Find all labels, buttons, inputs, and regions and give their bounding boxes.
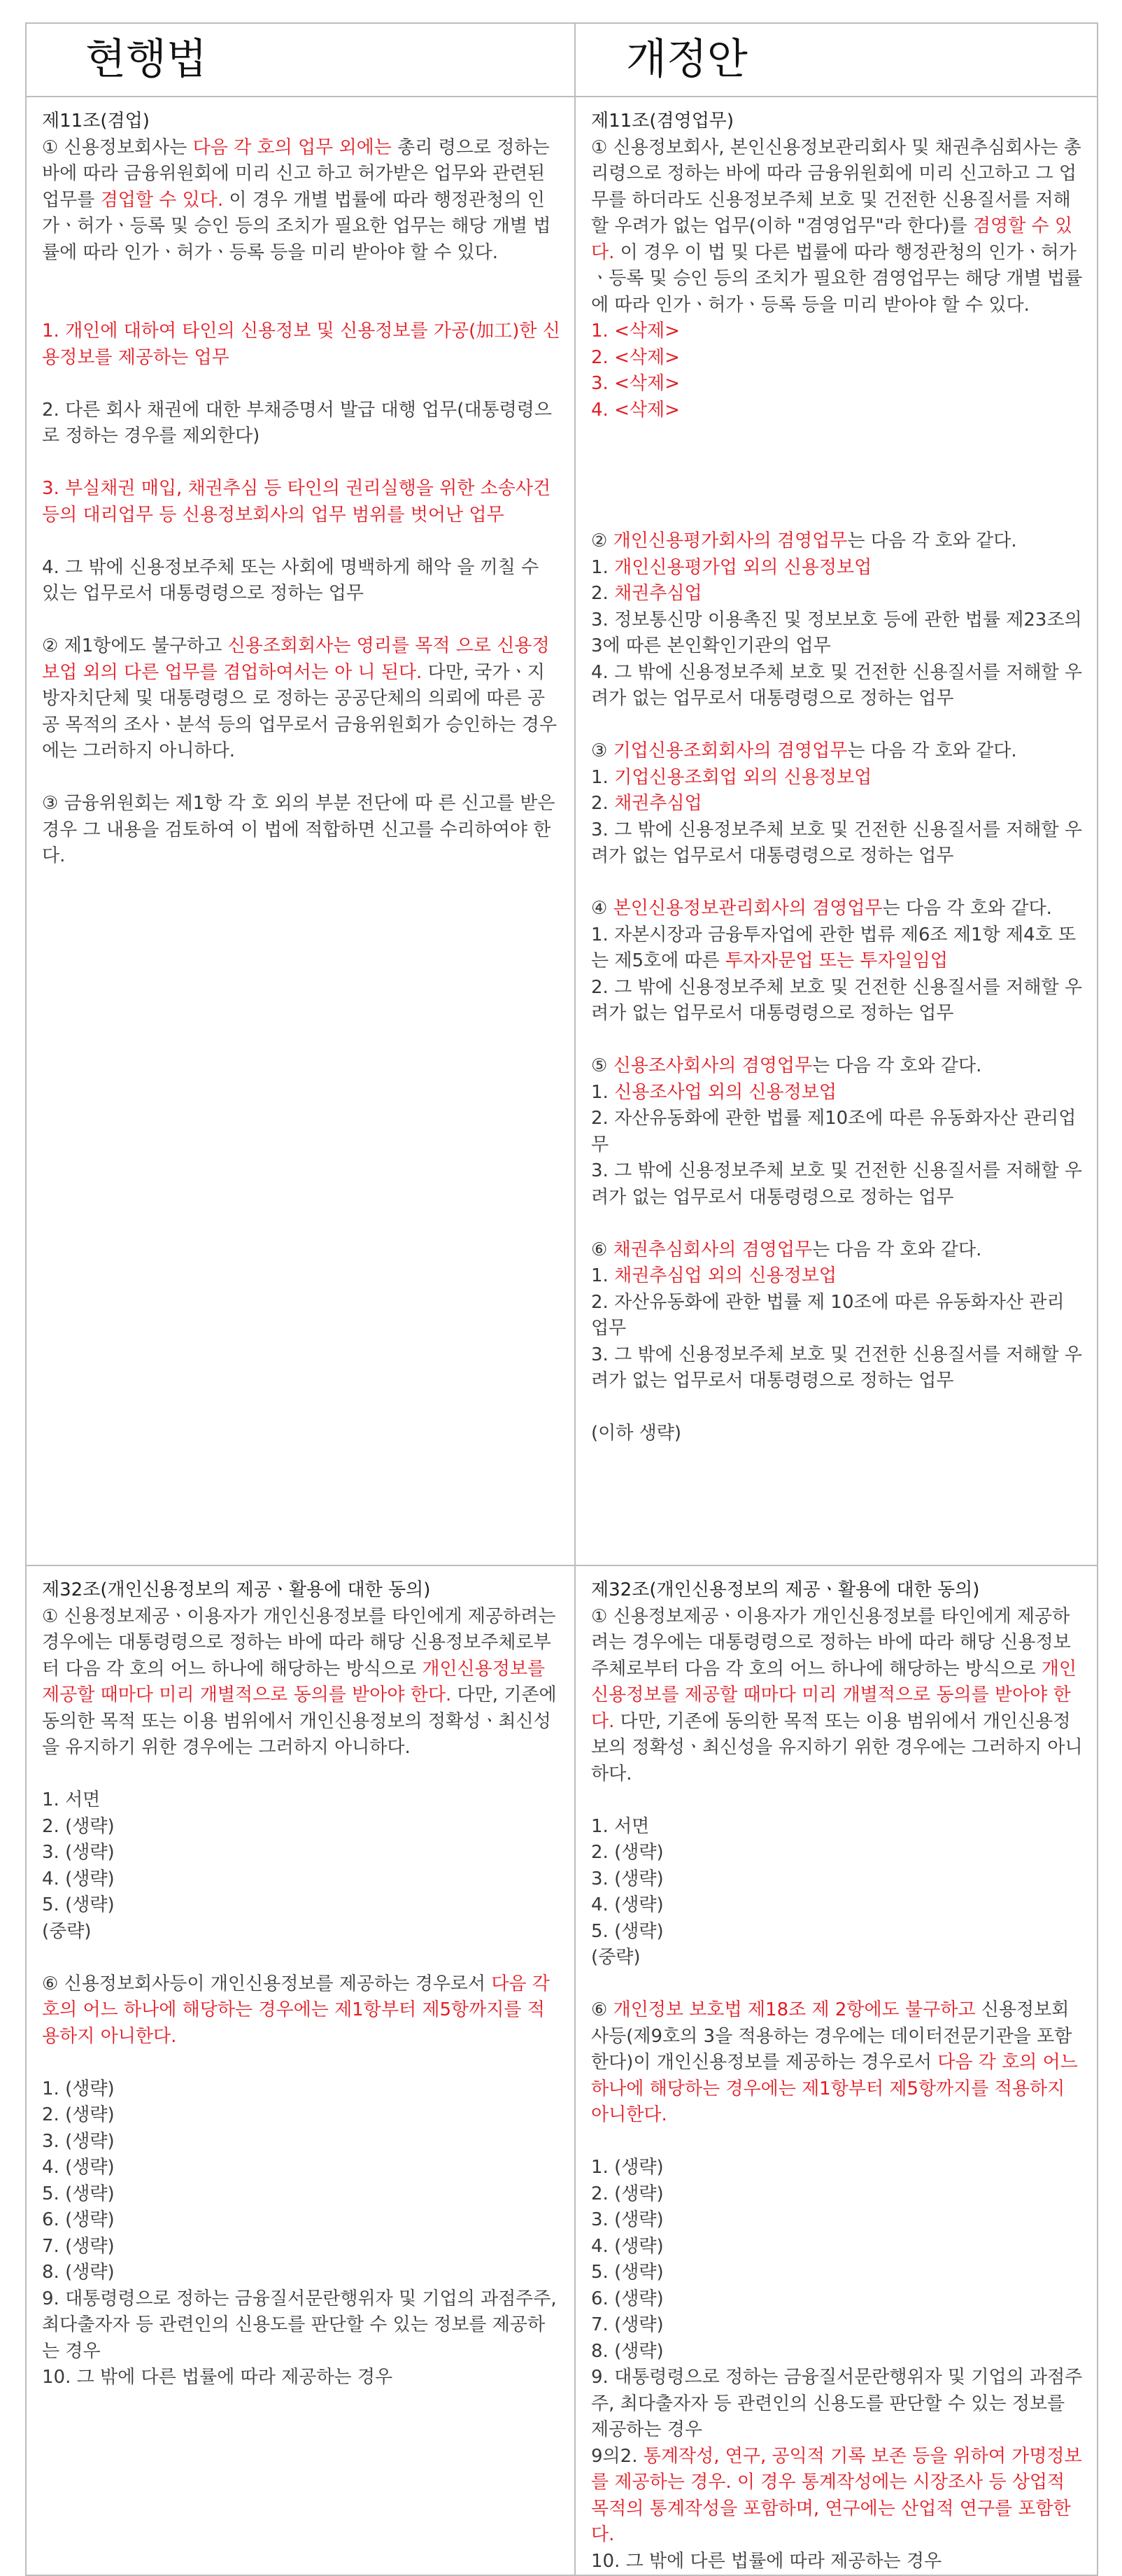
blank-line — [42, 293, 562, 319]
text-span: ② — [591, 530, 613, 551]
amended-highlight-text: 겸영할 수 있다. — [591, 216, 1073, 263]
text-span: 1. 서면 — [591, 1815, 650, 1837]
text-span: ④ — [591, 898, 613, 919]
text-span: 2. (생략) — [42, 1815, 115, 1837]
text-span: (중략) — [42, 1920, 92, 1942]
paragraph — [591, 1997, 1084, 2129]
amended-highlight-text: 통계작성, 연구, 공익적 기록 보존 등을 위하여 가명정보를 제공하는 경우. 이 경우 통계작성에는 시장조사 등 상업적 목적의 통계작성을 포함하며, 연구에는 산업적 연구를 포함한다. — [591, 2445, 1082, 2545]
amended-highlight-text: 1. 개인에 대하여 타인의 신용정보 및 신용정보를 가공(加工)한 신용정보를 제공하는 업무 — [42, 321, 560, 368]
paragraph — [591, 922, 1084, 975]
text-span: ⑤ — [591, 1055, 613, 1076]
paragraph — [591, 1814, 1084, 1840]
blank-line — [591, 712, 1084, 739]
article-title — [591, 108, 1084, 135]
text-span: ③ — [591, 740, 613, 761]
paragraph — [591, 581, 1084, 607]
text-span: 2. (생략) — [591, 2183, 664, 2204]
text-span: 9. 대통령령으로 정하는 금융질서문란행위자 및 기업의 과점주주, 최다출자자 등 관련인의 신용도를 판단할 수 있는 정보를 제공하는 경우 — [591, 2367, 1083, 2440]
amended-highlight-text: 투자자문업 또는 투자일임업 — [725, 950, 948, 971]
text-span: 다만, 기존에 동의한 목적 또는 이용 범위에서 개인신용정보의 정확성ㆍ최신성을 유지하기 위한 경우에는 그러하지 아니하다. — [591, 1710, 1083, 1785]
amended-highlight-text: 다음 각 호의 어느 하나에 해당하는 경우에는 제1항부터 제5항까지를 적용하지 아니한다. — [591, 2052, 1078, 2125]
text-span: ① 신용정보제공ㆍ이용자가 개인신용정보를 타인에게 제공하려는 경우에는 대통령령으로 정하는 바에 따라 해당 신용정보주체로부터 다음 각 호의 어느 하나에 해당하는 방식으로 — [591, 1605, 1071, 1680]
text-span: 2. 다른 회사 채권에 대한 부채증명서 발급 대행 업무(대통령령으로 정하는 경우를 제외한다) — [42, 399, 552, 446]
amended-highlight-text: 겸업할 수 있다. — [100, 189, 224, 211]
header-current-law: 현행법 — [85, 35, 207, 84]
paragraph — [591, 1263, 1084, 1290]
blank-line — [42, 528, 562, 555]
paragraph — [591, 345, 1084, 372]
text-span: 5. (생략) — [42, 2183, 115, 2204]
text-span: 제11조(겸업) — [42, 111, 150, 132]
paragraph — [591, 2444, 1084, 2549]
paragraph — [591, 1080, 1084, 1106]
blank-line — [591, 2129, 1084, 2155]
text-span: 는 다음 각 호와 같다. — [812, 1239, 982, 1260]
paragraph — [591, 2207, 1084, 2234]
paragraph — [42, 1919, 562, 1945]
paragraph — [42, 476, 562, 528]
text-span: 는 다음 각 호와 같다. — [847, 530, 1017, 551]
paragraph — [42, 2129, 562, 2155]
text-span: 3. 그 밖에 신용정보주체 보호 및 건전한 신용질서를 저해할 우려가 없는 업무로서 대통령령으로 정하는 업무 — [591, 819, 1082, 866]
amended-highlight-text: 다음 각 호의 어느 하나에 해당하는 경우에는 제1항부터 제5항까지를 적용하지 아니한다. — [42, 1973, 550, 2047]
blank-line — [591, 423, 1084, 450]
text-span: 9의2. — [591, 2445, 644, 2467]
text-span: 3. (생략) — [591, 1868, 664, 1889]
amended-highlight-text: 3. 부실채권 매입, 채권추심 등 타인의 권리실행을 위한 소송사건 등의 대리업무 등 신용정보회사의 업무 범위를 벗어난 업무 — [42, 478, 551, 526]
blank-line — [42, 371, 562, 397]
paragraph — [591, 2181, 1084, 2208]
paragraph — [42, 1604, 562, 1761]
header-row — [26, 23, 1098, 97]
article-32-row — [26, 1565, 1098, 2575]
paragraph — [42, 2181, 562, 2208]
paragraph — [42, 318, 562, 371]
paragraph — [42, 2102, 562, 2129]
paragraph — [591, 1866, 1084, 1893]
paragraph — [591, 1945, 1084, 1971]
article-11-amended-cell — [575, 97, 1098, 1565]
text-span: 4. (생략) — [42, 2157, 115, 2178]
paragraph — [42, 2155, 562, 2181]
amended-highlight-text: 신용조사회사의 겸영업무 — [613, 1055, 813, 1076]
text-span: ③ 금융위원회는 제1항 각 호 외의 부분 전단에 따 른 신고를 받은 경우 그 내용을 검토하여 이 법에 적합하면 신고를 수리하여야 한다. — [42, 793, 555, 866]
paragraph — [42, 2076, 562, 2103]
article-11-amended-text — [576, 97, 1097, 1447]
paragraph — [591, 660, 1084, 712]
paragraph — [591, 975, 1084, 1027]
text-span: ② 제1항에도 불구하고 — [42, 635, 228, 656]
amended-highlight-text: 개인신용정보를 제공할 때마다 미리 개별적으로 동의를 받아야 한다. — [42, 1658, 546, 1705]
amended-highlight-text: 다음 각 호의 업무 외에는 — [192, 136, 392, 158]
text-span: 총리 령으로 정하는 바에 따라 금융위원회에 미리 신고 하고 허가받은 업무와 관련된 업무를 — [42, 136, 550, 211]
amended-highlight-text: 기업신용조회회사의 겸영업무 — [613, 740, 848, 761]
paragraph — [42, 1892, 562, 1919]
amended-highlight-text: 본인신용정보관리회사의 겸영업무 — [613, 898, 883, 919]
amended-highlight-text: 개인정보 보호법 제18조 제 2항에도 불구하고 — [613, 1999, 976, 2020]
blank-line — [591, 1787, 1084, 1814]
paragraph — [591, 791, 1084, 817]
amended-highlight-text: 채권추심업 — [614, 583, 702, 604]
article-11-current-text — [27, 97, 574, 870]
paragraph — [591, 2365, 1084, 2444]
paragraph — [591, 1840, 1084, 1866]
text-span: 4. 그 밖에 신용정보주체 보호 및 건전한 신용질서를 저해할 우려가 없는 업무로서 대통령령으로 정하는 업무 — [591, 661, 1082, 709]
paragraph — [591, 765, 1084, 791]
paragraph — [42, 2234, 562, 2260]
amended-highlight-text: 신용조회회사는 영리를 목적 으로 신용정보업 외의 다른 업무를 겸업하여서는 아 니 된다. — [42, 635, 550, 683]
text-span: 5. (생략) — [591, 2262, 664, 2283]
article-32-amended-cell — [575, 1565, 1098, 2575]
text-span: 2. — [591, 793, 615, 814]
text-span: 3. 그 밖에 신용정보주체 보호 및 건전한 신용질서를 저해할 우려가 없는 업무로서 대통령령으로 정하는 업무 — [591, 1160, 1082, 1208]
text-span: 는 다음 각 호와 같다. — [812, 1055, 982, 1076]
text-span: 4. 그 밖에 신용정보주체 또는 사회에 명백하게 해악 을 끼칠 수 있는 업무로서 대통령령으로 정하는 업무 — [42, 556, 539, 604]
text-span: 4. (생략) — [591, 2235, 664, 2257]
amended-highlight-text: 개인신용평가회사의 겸영업무 — [613, 530, 848, 551]
paragraph — [591, 2339, 1084, 2365]
blank-line — [42, 1761, 562, 1788]
paragraph — [42, 2286, 562, 2365]
text-span: ① 신용정보회사는 — [42, 136, 193, 158]
amended-highlight-text: 채권추심업 외의 신용정보업 — [614, 1265, 837, 1286]
paragraph — [42, 2207, 562, 2234]
text-span: 1. — [591, 556, 615, 578]
blank-line — [591, 870, 1084, 896]
paragraph — [42, 555, 562, 607]
text-span: 신용정보회사등(제9호의 3을 적용하는 경우에는 데이터전문기관을 포함한다)이 개인신용정보를 제공하는 경우로서 — [591, 1999, 1072, 2073]
blank-line — [591, 476, 1084, 502]
paragraph — [591, 2260, 1084, 2286]
text-span: 다만, 국가ㆍ지방자치단체 및 대통령령으 로 정하는 공공단체의 의뢰에 따른 공공 목적의 조사ㆍ분석 등의 업무로서 금융위원회가 승인하는 경우 에는 그러하지 아니하다. — [42, 661, 557, 761]
blank-line — [42, 266, 562, 293]
text-span: 이 경우 개별 법률에 따라 행정관청의 인가ㆍ허가ㆍ등록 및 승인 등의 조치가 필요한 업무는 해당 개별 법률에 따라 인가ㆍ허가ㆍ등록 등을 미리 받아야 할 수 있다. — [42, 189, 551, 263]
article-11-row — [26, 97, 1098, 1565]
amended-highlight-text: 2. <삭제> — [591, 346, 680, 368]
paragraph — [591, 2286, 1084, 2313]
blank-line — [42, 2050, 562, 2076]
paragraph — [591, 1892, 1084, 1919]
header-amended-law: 개정안 — [626, 35, 748, 84]
paragraph — [591, 896, 1084, 922]
text-span: 1. (생략) — [42, 2078, 115, 2099]
text-span: 2. — [591, 583, 615, 604]
text-span: 7. (생략) — [591, 2314, 664, 2335]
text-span: 제11조(겸영업무) — [591, 111, 734, 132]
article-11-current-cell — [26, 97, 575, 1565]
text-span: 2. 자산유동화에 관한 법률 제10조에 따른 유동화자산 관리업무 — [591, 1108, 1077, 1155]
blank-line — [42, 1945, 562, 1971]
paragraph — [591, 1290, 1084, 1342]
paragraph — [591, 397, 1084, 424]
amended-highlight-text: 신용조사업 외의 신용정보업 — [614, 1081, 837, 1103]
amended-highlight-text: 4. <삭제> — [591, 399, 680, 421]
blank-line — [591, 450, 1084, 477]
text-span: 7. (생략) — [42, 2235, 115, 2257]
article-title — [42, 108, 562, 135]
paragraph — [42, 1840, 562, 1866]
text-span: (중략) — [591, 1947, 641, 1968]
paragraph — [591, 1421, 1084, 1447]
law-comparison-table — [25, 22, 1098, 2576]
paragraph — [591, 2549, 1084, 2575]
text-span: 10. 그 밖에 다른 법률에 따라 제공하는 경우 — [42, 2367, 393, 2388]
text-span: 9. 대통령령으로 정하는 금융질서문란행위자 및 기업의 과점주주, 최다출자자 등 관련인의 신용도를 판단할 수 있는 정보를 제공하는 경우 — [42, 2288, 557, 2362]
text-span: (이하 생략) — [591, 1423, 682, 1444]
text-span: 3. 정보통신망 이용촉진 및 정보보호 등에 관한 법률 제23조의 3에 따른 본인확인기관의 업무 — [591, 609, 1082, 656]
paragraph — [42, 791, 562, 870]
text-span: 10. 그 밖에 다른 법률에 따라 제공하는 경우 — [591, 2550, 942, 2572]
paragraph — [591, 2312, 1084, 2339]
text-span: 6. (생략) — [42, 2209, 115, 2230]
text-span: 6. (생략) — [591, 2288, 664, 2309]
paragraph — [591, 1604, 1084, 1788]
amended-highlight-text: 채권추심업 — [614, 793, 702, 814]
paragraph — [42, 1787, 562, 1814]
text-span: ⑥ 신용정보회사등이 개인신용정보를 제공하는 경우로서 — [42, 1973, 492, 1994]
text-span: 1. 자본시장과 금융투자업에 관한 법류 제6조 제1항 제4호 또는 제5호에 따른 — [591, 924, 1077, 971]
amended-highlight-text: 기업신용조회업 외의 신용정보업 — [614, 766, 872, 788]
paragraph — [591, 1053, 1084, 1080]
paragraph — [42, 633, 562, 765]
blank-line — [591, 1211, 1084, 1237]
text-span: 2. (생략) — [42, 2104, 115, 2125]
paragraph — [591, 135, 1084, 319]
text-span: ① 신용정보회사, 본인신용정보관리회사 및 채권추심회사는 총리령으로 정하는 바에 따라 금융위원회에 미리 신고하고 그 업무를 하더라도 신용정보주체 보호 및 건전한 신용질서를 저해할 우려가 없는 업무(이하 "겸영업무"라 한다)를 — [591, 136, 1081, 237]
paragraph — [591, 1106, 1084, 1158]
text-span: 1. — [591, 766, 615, 788]
text-span: 2. 자산유동화에 관한 법률 제 10조에 따른 유동화자산 관리 업무 — [591, 1291, 1065, 1339]
text-span: 8. (생략) — [591, 2340, 664, 2362]
text-span: 3. 그 밖에 신용정보주체 보호 및 건전한 신용질서를 저해할 우려가 없는 업무로서 대통령령으로 정하는 업무 — [591, 1344, 1082, 1391]
text-span: 1. (생략) — [591, 2157, 664, 2178]
blank-line — [591, 502, 1084, 529]
blank-line — [591, 1395, 1084, 1421]
text-span: 3. (생략) — [591, 2209, 664, 2230]
amended-highlight-text: 개인신용정보를 제공할 때마다 미리 개별적으로 동의를 받아야 한다. — [591, 1658, 1077, 1732]
text-span: ⑥ — [591, 1999, 613, 2020]
blank-line — [42, 765, 562, 791]
paragraph — [591, 2234, 1084, 2260]
paragraph — [591, 555, 1084, 582]
paragraph — [42, 1971, 562, 2050]
text-span: 1. — [591, 1081, 615, 1103]
header-current-cell — [26, 23, 575, 97]
text-span: 3. (생략) — [42, 1842, 115, 1863]
paragraph — [591, 1342, 1084, 1395]
paragraph — [591, 318, 1084, 345]
paragraph — [42, 1814, 562, 1840]
paragraph — [42, 1866, 562, 1893]
paragraph — [591, 528, 1084, 555]
header-amended-cell — [575, 23, 1098, 97]
paragraph — [42, 135, 562, 267]
amended-highlight-text: 3. <삭제> — [591, 373, 680, 394]
text-span: 제32조(개인신용정보의 제공ㆍ활용에 대한 동의) — [591, 1579, 980, 1600]
article-32-current-text — [27, 1566, 574, 2391]
paragraph — [591, 371, 1084, 397]
article-title — [42, 1577, 562, 1604]
text-span: 5. (생략) — [591, 1920, 664, 1942]
article-32-amended-text — [576, 1566, 1097, 2575]
paragraph — [591, 1158, 1084, 1211]
text-span: ① 신용정보제공ㆍ이용자가 개인신용정보를 타인에게 제공하려는 경우에는 대통령령으로 정하는 바에 따라 해당 신용정보주체로부터 다음 각 호의 어느 하나에 해당하는 방식으로 — [42, 1605, 556, 1680]
article-title — [591, 1577, 1084, 1604]
article-32-current-cell — [26, 1565, 575, 2575]
text-span: 이 경우 이 법 및 다른 법률에 따라 행정관청의 인가ㆍ허가ㆍ등록 및 승인 등의 조치가 필요한 겸영업무는 해당 개별 법률에 따라 인가ㆍ허가ㆍ등록 등을 미리 받아야 할 수 있다. — [591, 241, 1083, 316]
blank-line — [42, 450, 562, 477]
paragraph — [591, 817, 1084, 870]
paragraph — [42, 397, 562, 450]
blank-line — [591, 1027, 1084, 1054]
text-span: 4. (생략) — [591, 1894, 664, 1915]
text-span: 8. (생략) — [42, 2262, 115, 2283]
blank-line — [591, 1971, 1084, 1998]
amended-highlight-text: 개인신용평가업 외의 신용정보업 — [614, 556, 872, 578]
blank-line — [42, 607, 562, 634]
text-span: 4. (생략) — [42, 1868, 115, 1889]
paragraph — [591, 1919, 1084, 1945]
text-span: ⑥ — [591, 1239, 613, 1260]
paragraph — [591, 738, 1084, 765]
text-span: 는 다음 각 호와 같다. — [882, 898, 1052, 919]
text-span: 1. — [591, 1265, 615, 1286]
paragraph — [591, 2155, 1084, 2181]
text-span: 2. 그 밖에 신용정보주체 보호 및 건전한 신용질서를 저해할 우려가 없는 업무로서 대통령령으로 정하는 업무 — [591, 976, 1082, 1024]
text-span: 는 다음 각 호와 같다. — [847, 740, 1017, 761]
paragraph — [591, 607, 1084, 660]
text-span: 2. (생략) — [591, 1842, 664, 1863]
paragraph — [42, 2260, 562, 2286]
text-span: 1. 서면 — [42, 1789, 101, 1810]
text-span: 다만, 기존에 동의한 목적 또는 이용 범위에서 개인신용정보의 정확성ㆍ최신성을 유지하기 위한 경우에는 그러하지 아니하다. — [42, 1684, 557, 1758]
paragraph — [42, 2365, 562, 2391]
text-span: 3. (생략) — [42, 2130, 115, 2152]
amended-highlight-text: 채권추심회사의 겸영업무 — [613, 1239, 813, 1260]
text-span: 제32조(개인신용정보의 제공ㆍ활용에 대한 동의) — [42, 1579, 431, 1600]
paragraph — [591, 1237, 1084, 1264]
text-span: 5. (생략) — [42, 1894, 115, 1915]
amended-highlight-text: 1. <삭제> — [591, 321, 680, 342]
